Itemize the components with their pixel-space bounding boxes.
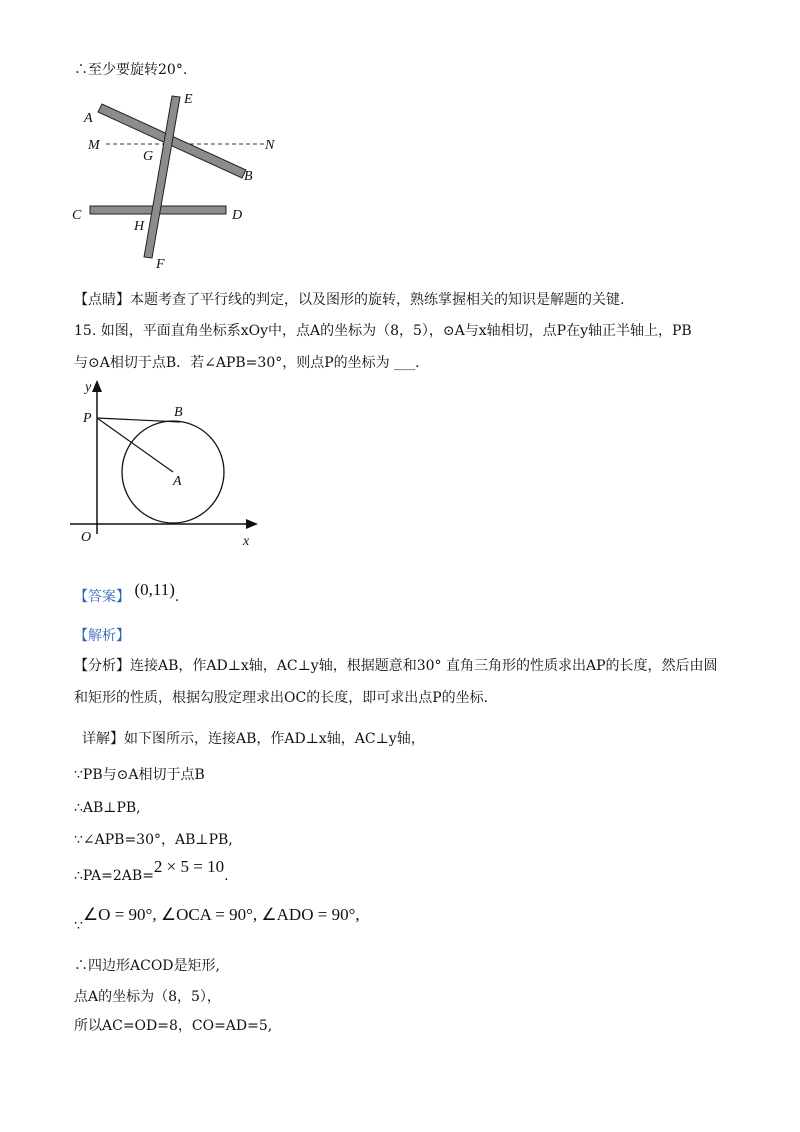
step-5-because: ∵ <box>74 918 83 934</box>
circle-tangent-figure <box>64 374 284 554</box>
label-m: M <box>88 138 100 153</box>
step-4 <box>74 857 229 886</box>
label-h: H <box>134 219 145 234</box>
question-15-line2: 与⊙A相切于点B．若∠APB=30°，则点P的坐标为 ___. <box>74 355 420 371</box>
step-4-suffix: . <box>224 868 229 884</box>
answer-line <box>74 580 180 607</box>
question-15-line1: 15. 如图，平面直角坐标系xOy中，点A的坐标为（8，5），⊙A与x轴相切，点P在y轴正半轴上，PB <box>74 323 692 339</box>
label-f: F <box>156 257 165 272</box>
rod-ef <box>144 96 180 258</box>
label-a: A <box>84 111 93 126</box>
step-6: ∴四边形ACOD是矩形, <box>74 958 220 974</box>
detail-line: 详解】如下图所示，连接AB，作AD⊥x轴，AC⊥y轴， <box>82 731 425 747</box>
step-8: 所以AC=OD=8，CO=AD=5, <box>74 1018 273 1034</box>
step-5-math: ∠O = 90°, ∠OCA = 90°, ∠ADO = 90°, <box>82 905 360 924</box>
analysis-line1: 【分析】连接AB，作AD⊥x轴，AC⊥y轴，根据题意和30° 直角三角形的性质求出AP的长度，然后由圆 <box>74 658 718 674</box>
label-b2: B <box>174 405 183 420</box>
segment-pb <box>97 418 180 422</box>
label-a2: A <box>173 474 182 489</box>
step-4-prefix: ∴PA=2AB= <box>74 868 154 884</box>
answer-value: (0,11) <box>134 580 175 599</box>
answer-label: 【答案】 <box>74 589 130 605</box>
step-7: 点A的坐标为（8，5）， <box>74 989 221 1005</box>
step-2: ∴AB⊥PB, <box>74 800 141 816</box>
x-axis-arrow <box>246 519 258 529</box>
label-p: P <box>83 411 92 426</box>
label-d: D <box>232 208 243 223</box>
y-axis-arrow <box>92 380 102 392</box>
label-g: G <box>143 149 154 164</box>
label-b: B <box>244 169 253 184</box>
label-e: E <box>184 92 193 107</box>
label-o: O <box>81 530 92 545</box>
step-3: ∵∠APB=30°，AB⊥PB, <box>74 832 233 848</box>
analysis-line2: 和矩形的性质，根据勾股定理求出OC的长度，即可求出点P的坐标. <box>74 690 489 706</box>
answer-period: . <box>174 589 180 605</box>
label-x: x <box>243 534 250 549</box>
rotation-figure <box>64 88 294 273</box>
step-1: ∵PB与⊙A相切于点B <box>74 767 205 783</box>
step-5 <box>74 905 360 934</box>
label-n: N <box>265 138 275 153</box>
segment-pa <box>97 418 173 472</box>
conclusion-line: ∴至少要旋转20°. <box>74 62 188 78</box>
dianjing-note: 【点睛】本题考查了平行线的判定，以及图形的旋转，熟练掌握相关的知识是解题的关键. <box>74 292 625 308</box>
jiexi-label: 【解析】 <box>74 628 130 644</box>
label-c: C <box>72 208 82 223</box>
label-y: y <box>85 380 92 395</box>
step-4-math: 2 × 5 = 10 <box>153 857 225 876</box>
